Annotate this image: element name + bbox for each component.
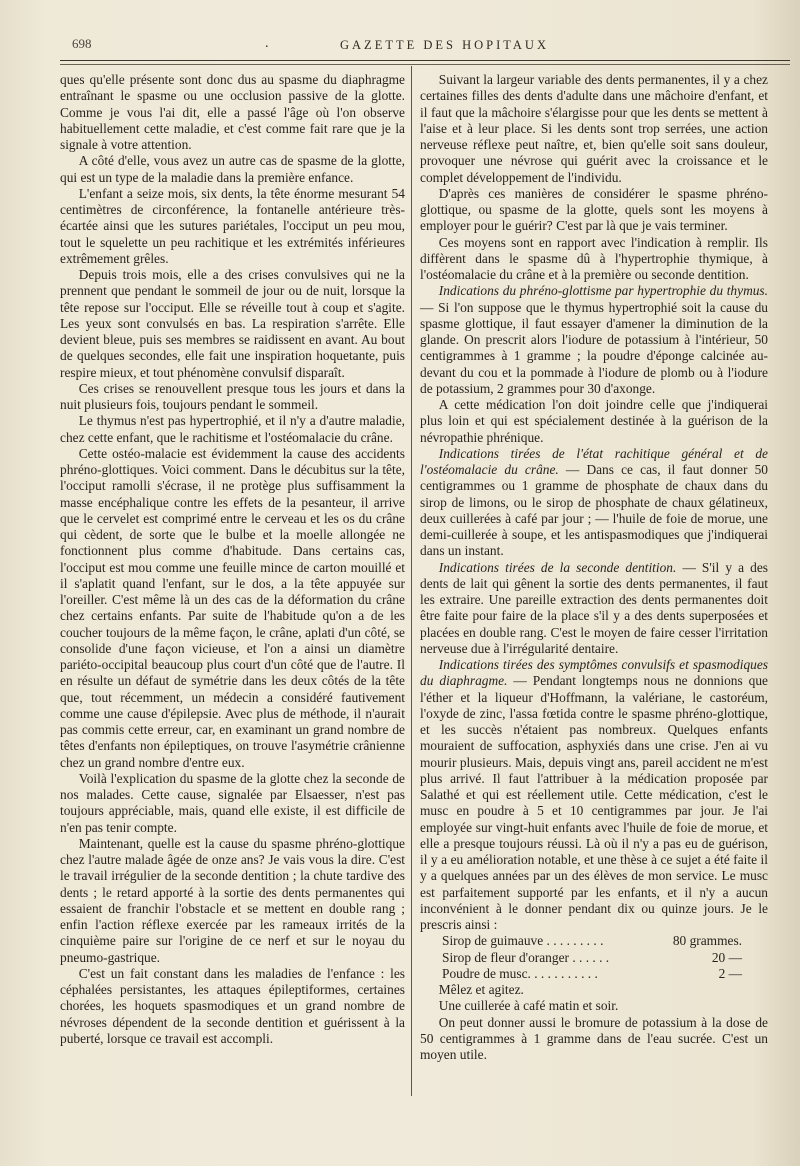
- formula-quantity: 20 —: [711, 949, 742, 965]
- paragraph: D'après ces manières de considérer le spasme phréno-glottique, ou spasme de la glotte, quels sont les moyens à employer pour le guérir? C'est par là que je vais terminer.: [420, 185, 768, 234]
- section-rachitisme: [420, 446, 768, 560]
- paragraph: Le thymus n'est pas hypertrophié, et il n'y a d'autre maladie, chez cette enfant, que le rachitisme et l'ostéomalacie du crâne.: [60, 413, 405, 445]
- paragraph: Une cuillerée à café matin et soir.: [438, 998, 619, 1014]
- paragraph: L'enfant a seize mois, six dents, la tête énorme mesurant 54 centimètres de circonférence, la fontanelle antérieure très-écartée ainsi que les sutures pariétales, l'occiput un peu mou, tout le squelette un peu rachitique et les extrémités inférieures extrêmement grêles.: [60, 185, 405, 266]
- formula-ingredient: Sirop de guimauve . . . . . . . . .: [442, 933, 604, 949]
- left-column: [60, 72, 405, 1047]
- section-text: — Si l'on suppose que le thymus hypertrophié soit la cause du spasme glottique, il faut essayer d'amener la diminution de la glande. On prescrit alors l'iodure de potassium à l'intérieur, 50 centigrammes à 1 gramme ; la poudre d'éponge calcinée au-devant du cou et la pommade à l'iodure de plomb ou à l'iodure de potassium, 2 grammes pour 30 d'axonge.: [420, 299, 768, 396]
- section-rubric: Indications tirées des symptômes convulsifs et spasmodiques du diaphragme.: [420, 657, 768, 689]
- formula-line: [442, 933, 742, 949]
- column-divider: [411, 66, 412, 1096]
- section-text: — Dans ce cas, il faut donner 50 centigrammes ou 1 gramme de phosphate de chaux dans du sirop de limons, ou le sirop de phosphate de chaux gélatineux, deux cuillerées à café par jour ; — l'huile de foie de morue, une demi-cuillerée à soupe, et les antispasmodiques que j'indiquerai dans un instant.: [420, 462, 768, 559]
- formula-line: [442, 950, 742, 966]
- section-thymus: [420, 283, 768, 397]
- paragraph: A côté d'elle, vous avez un autre cas de spasme de la glotte, qui est un type de la maladie dans la première enfance.: [60, 153, 405, 185]
- section-dentition: [420, 560, 768, 658]
- paragraph: ques qu'elle présente sont donc dus au spasme du diaphragme entraînant le spasme ou une occlusion passive de la glotte. Comme je vous l'ai dit, elle a passé l'âge où l'on observe habituellement cette maladie, et c'est comme fait rare que je la signale à votre attention.: [60, 72, 405, 152]
- paragraph: Voilà l'explication du spasme de la glotte chez la seconde de nos malades. Cette cause, signalée par Elsaesser, n'est pas toujours appréciable, mais, quand elle existe, il est difficile de n'en pas tenir compte.: [60, 770, 405, 835]
- paragraph: Depuis trois mois, elle a des crises convulsives qui ne la prennent que pendant le sommeil de jour ou de nuit, lorsque la tête repose sur l'occiput. Elle se réveille tout à coup et s'agite. Les yeux sont convulsés en bas. La respiration s'arrête. Elle devient bleue, puis ses membres se raidissent en avant. Au bout de quelques secondes, elle fait une inspiration hoquetante, puis respire mieux, et tout phénomène convulsif disparaît.: [60, 267, 405, 380]
- header-separator: .: [265, 36, 269, 51]
- formula-quantity: 80 grammes.: [672, 933, 742, 949]
- section-rubric: Indications tirées de la seconde dentition.: [438, 559, 677, 575]
- header-rule-thin: [60, 64, 790, 65]
- paragraph: Maintenant, quelle est la cause du spasme phréno-glottique chez l'autre malade âgée de onze ans? Je vais vous la dire. C'est le travail irrégulier de la seconde dentition ; la chute tardive des dents ; le retard apporté à la sortie des dents permanentes qui essaient de franchir l'obstacle et se mettent en double rang ; enfin l'action réflexe exercée par les rameaux irrités de la cinquième paire sur l'origine de ce nerf et sur le noyau du pneumo-gastrique.: [60, 835, 405, 965]
- section-text: — S'il y a des dents de lait qui gênent la sortie des dents permanentes, il faut les extraire. Une pareille extraction des dents permanentes doit être faite pour faire de la place s'il y a des dents superposées et placées en double rang. C'est le moyen de faire cesser l'irritation nerveuse due à l'irrégularité dentaire.: [420, 559, 769, 656]
- journal-title: GAZETTE DES HOPITAUX: [340, 38, 549, 52]
- formula-line: [442, 966, 742, 982]
- paragraph: Mêlez et agitez.: [438, 982, 524, 997]
- paragraph: Cette ostéo-malacie est évidemment la cause des accidents phréno-glottiques. Voici comment. Dans le décubitus sur la tête, l'occiput ramolli s'écrase, il ne protège plus suffisamment la masse encéphalique contre les effets de la pesanteur, il arrive que le cervelet est comprimé entre le cerveau et les os du crâne qui cèdent, de sorte que le bulbe et la moelle allongée ne fonctionnent plus comme d'habitude. Dans certains cas, l'occiput est mou comme une feuille mince de carton mouillé et il s'aplatit quand l'enfant, sur le dos, a la tête appuyée sur l'oreiller. C'est même là un des cas de la déformation du crâne chez certains enfants. Par suite de l'habitude qu'on a de les coucher toujours de la même façon, le crâne, aplati d'un côté, se consolide d'une façon vicieuse, et l'on a ainsi un diamètre pariéto-occipital beaucoup plus court d'un côté que de l'autre. Il en résulte un défaut de symétrie dans les deux côtés de la tête que, tout récemment, un médecin a considéré fautivement comme une cause d'épilepsie. Avec plus de méthode, il n'aurait pas commis cette erreur, car, en examinant un grand nombre de têtes d'enfants non épileptiques, on trouve l'asymétrie crânienne chez un grand nombre d'entre eux.: [60, 445, 405, 770]
- page-number: 698: [72, 36, 92, 51]
- paragraph: Suivant la largeur variable des dents permanentes, il y a chez certaines filles des dents d'adulte dans une mâchoire d'enfant, et il faut que la mâchoire s'élargisse pour que les dents se mettent à l'aise et à leur place. Si les dents sont trop serrées, une action nerveuse réflexe peut naître, et, bien qu'elle soit sans douleur, provoquer une névrose qui guérit avec la croissance et le complet développement de l'individu.: [420, 72, 768, 185]
- section-nevropathie: [420, 397, 768, 446]
- paragraph: Ces moyens sont en rapport avec l'indication à remplir. Ils diffèrent dans le spasme dû à l'hypertrophie thymique, à l'ostéomalacie du crâne et à la première ou seconde dentition.: [420, 234, 768, 282]
- right-column: [420, 72, 768, 1063]
- paragraph: C'est un fait constant dans les maladies de l'enfance : les céphalées persistantes, les attaques épileptiformes, certaines chorées, les hoquets spasmodiques et un grand nombre de névroses dépendent de la seconde dentition et guérissent à la puberté, lorsque ce travail est accompli.: [60, 965, 405, 1046]
- section-text: A cette médication l'on doit joindre celle que j'indiquerai plus loin et qui est spécialement destinée à la guérison de la névropathie phrénique.: [420, 397, 768, 445]
- section-rubric: Indications tirées de l'état rachitique général et de l'ostéomalacie du crâne.: [420, 445, 768, 477]
- section-symptomes: [420, 657, 768, 933]
- section-text: — Pendant longtemps nous ne donnions que l'éther et la liqueur d'Hoffmann, la valériane, le castoréum, l'oxyde de zinc, l'assa fœtida contre le spasme phréno-glottique, et les succès n'étaient pas nombreux. Quelques enfants mouraient de suffocation, asphyxiés dans une crise. J'en ai vu mourir plusieurs. Mais, depuis vingt ans, pareil accident ne m'est plus arrivé. Il faut l'attribuer à la médication proposée par Salathé et qui est réellement utile. Cette médication, c'est le musc en poudre à 5 et 10 centigrammes par jour. Je l'ai employée sur vingt-huit enfants avec l'huile de foie de morue, et elle a presque toujours réussi. Là où il n'y a pas eu de guérison, il y a eu amélioration notable, et une thèse à ce sujet a été faite il y a quelques années par un des élèves de mon service. Le musc est parfaitement supporté par les enfants, et il n'y a aucun inconvénient à le donner pendant dix ou quinze jours. Je le prescris ainsi :: [420, 673, 768, 932]
- header-rule: [60, 60, 790, 61]
- section-rubric: Indications du phréno-glottisme par hypertrophie du thymus.: [438, 283, 768, 299]
- formula-ingredient: Poudre de musc. . . . . . . . . . .: [442, 965, 598, 981]
- running-header: [60, 30, 790, 54]
- formula-ingredient: Sirop de fleur d'oranger . . . . . .: [442, 949, 610, 965]
- paragraph: Ces crises se renouvellent presque tous les jours et dans la nuit plusieurs fois, toujours pendant le sommeil.: [60, 380, 405, 412]
- formula-quantity: 2 —: [718, 965, 742, 981]
- paragraph: On peut donner aussi le bromure de potassium à la dose de 50 centigrammes à 1 gramme dans de l'eau sucrée. C'est un moyen utile.: [420, 1014, 768, 1062]
